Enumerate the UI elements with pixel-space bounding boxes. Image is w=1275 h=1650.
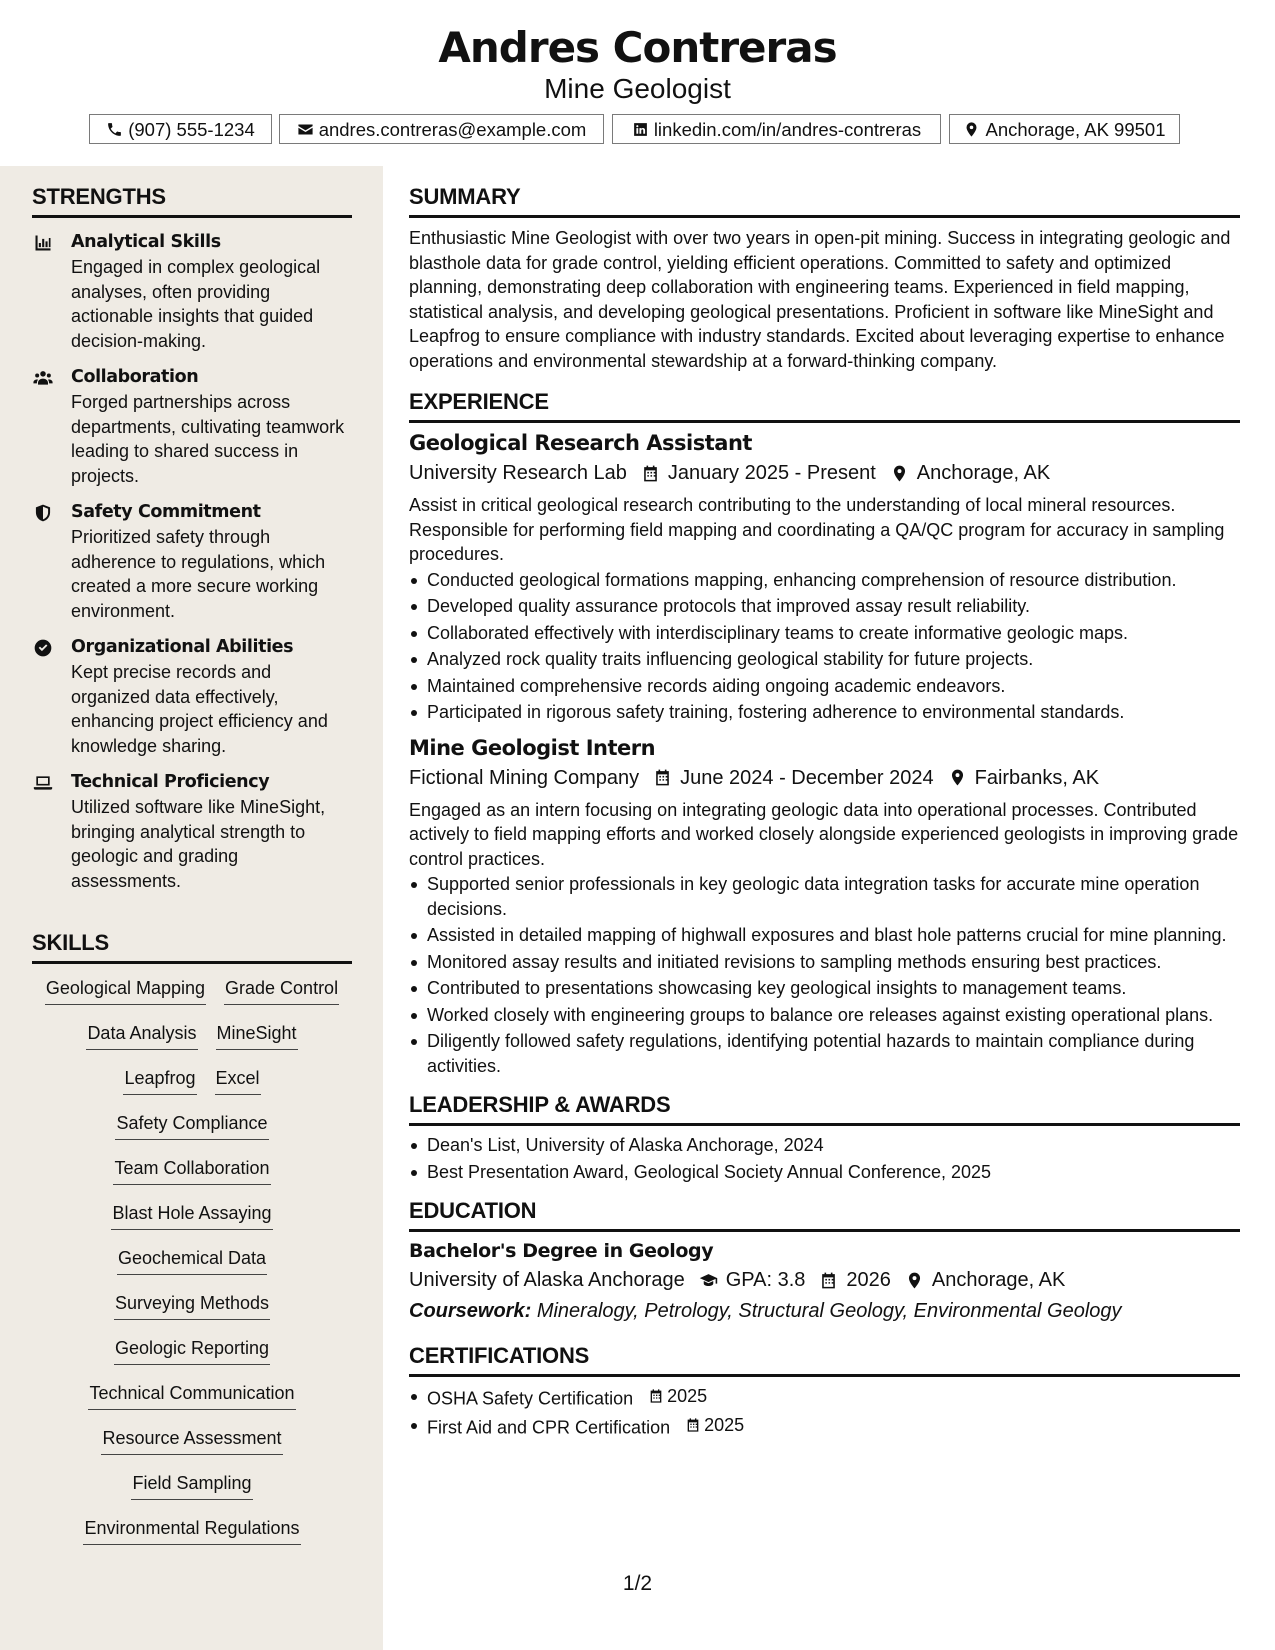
certifications-heading: CERTIFICATIONS — [409, 1343, 1240, 1377]
envelope-icon — [297, 121, 314, 138]
coursework-list: Mineralogy, Petrology, Structural Geology, Environmental Geology — [536, 1300, 1122, 1322]
skill-tag: Safety Compliance — [115, 1110, 268, 1140]
skill-tag: Environmental Regulations — [83, 1515, 300, 1545]
contact-linkedin[interactable] — [612, 114, 941, 144]
bar-chart-icon — [33, 233, 53, 253]
skills-list — [32, 975, 352, 1560]
strength-desc: Forged partnerships across departments, cultivating teamwork leading to shared success in projects. — [71, 392, 345, 486]
degree-title: Bachelor's Degree in Geology — [409, 1240, 714, 1262]
job-title: Geological Research Assistant — [409, 431, 752, 455]
awards-heading: LEADERSHIP & AWARDS — [409, 1092, 1240, 1126]
job-bullet: Participated in rigorous safety training, fostering adherence to environmental standards. — [409, 700, 1240, 725]
job-bullet: Monitored assay results and initiated revisions to sampling methods ensuring best practices. — [409, 950, 1240, 975]
strength-desc: Utilized software like MineSight, bringing analytical strength to geologic and grading assessments. — [71, 797, 326, 891]
skill-tag: Data Analysis — [86, 1020, 197, 1050]
contact-location-text: Anchorage, AK 99501 — [985, 118, 1166, 140]
contact-linkedin-text: linkedin.com/in/andres-contreras — [653, 118, 922, 140]
shield-icon — [33, 503, 53, 523]
skill-tag: Field Sampling — [131, 1470, 252, 1500]
job-dates: June 2024 - December 2024 — [680, 766, 934, 789]
map-pin-icon — [890, 464, 909, 483]
summary-text: Enthusiastic Mine Geologist with over two years in open-pit mining. Success in integrating geologic and blasthole data for grade control, yielding efficient operations. Committed to safety and optimized planning, demonstrating deep collaboration with engineering teams. Experienced in field mapping, statistical analysis, and developing geological presentations. Proficient in software like MineSight and Leapfrog to ensure compliance with industry standards. Excited about leveraging expertise to enhance operations and environmental stewardship at a forward-thinking company. — [409, 228, 1231, 371]
certification-year: 2025 — [704, 1414, 745, 1435]
contact-email[interactable] — [279, 114, 604, 144]
map-pin-icon — [948, 768, 967, 787]
main-column — [409, 166, 1240, 1442]
award-item: Best Presentation Award, Geological Society Annual Conference, 2025 — [409, 1160, 1240, 1185]
certifications-section — [409, 1343, 1240, 1440]
job-entry — [409, 734, 1240, 1079]
education-section — [409, 1198, 1240, 1324]
contact-location — [949, 114, 1180, 144]
candidate-name: Andres Contreras — [438, 23, 837, 72]
calendar-icon — [641, 464, 660, 483]
job-meta — [409, 460, 1240, 486]
graduation-year: 2026 — [846, 1269, 891, 1291]
strength-desc: Kept precise records and organized data effectively, enhancing project efficiency and knowledge sharing. — [71, 662, 328, 756]
coursework-label: Coursework: — [409, 1300, 532, 1322]
certification-item — [409, 1413, 1240, 1440]
job-location: Fairbanks, AK — [974, 766, 1100, 789]
job-bullet: Supported senior professionals in key geologic data integration tasks for accurate mine operation decisions. — [409, 872, 1240, 921]
school-name: University of Alaska Anchorage — [409, 1269, 685, 1291]
contact-phone-text: (907) 555-1234 — [128, 118, 255, 140]
strength-title: Technical Proficiency — [71, 772, 270, 792]
skill-tag: Leapfrog — [123, 1065, 196, 1095]
certifications-list — [409, 1384, 1240, 1440]
job-bullet: Assisted in detailed mapping of highwall exposures and blast hole patterns crucial for mine planning. — [409, 923, 1240, 948]
school-location: Anchorage, AK — [931, 1269, 1066, 1291]
contact-email-text: andres.contreras@example.com — [318, 118, 587, 140]
skills-section — [32, 930, 352, 1560]
job-bullet: Maintained comprehensive records aiding ongoing academic endeavors. — [409, 674, 1240, 699]
skill-tag: Surveying Methods — [114, 1290, 270, 1320]
skill-tag: Geologic Reporting — [114, 1335, 270, 1365]
skill-tag: Technical Communication — [88, 1380, 295, 1410]
contact-phone[interactable] — [89, 114, 272, 144]
job-bullet: Conducted geological formations mapping, enhancing comprehension of resource distribution. — [409, 568, 1240, 593]
strength-item — [32, 230, 352, 353]
summary-section — [409, 166, 1240, 373]
job-meta — [409, 765, 1240, 791]
experience-section — [409, 389, 1240, 1078]
sidebar — [0, 166, 383, 1650]
job-description: Engaged as an intern focusing on integrating geologic data into operational processes. Contributed actively to field mapping efforts and worked closely alongside experienced geologists in improving grade control practices. — [409, 799, 1239, 869]
job-bullet: Collaborated effectively with interdisciplinary teams to create informative geologic maps. — [409, 621, 1240, 646]
skill-tag: Resource Assessment — [101, 1425, 282, 1455]
skill-tag: Team Collaboration — [113, 1155, 270, 1185]
skill-tag: Excel — [215, 1065, 261, 1095]
experience-heading: EXPERIENCE — [409, 389, 1240, 423]
strength-item — [32, 770, 352, 893]
strength-title: Collaboration — [71, 367, 199, 387]
users-icon — [33, 368, 53, 388]
linkedin-icon — [632, 121, 649, 138]
calendar-icon — [653, 768, 672, 787]
job-dates: January 2025 - Present — [667, 462, 876, 484]
job-company: Fictional Mining Company — [409, 766, 640, 789]
calendar-icon — [648, 1388, 664, 1404]
gpa: GPA: 3.8 — [725, 1269, 806, 1291]
check-circle-icon — [33, 638, 53, 658]
strength-item — [32, 365, 352, 488]
skill-tag: Grade Control — [224, 975, 339, 1005]
job-location: Anchorage, AK — [916, 462, 1051, 484]
contact-bar — [0, 114, 1275, 144]
calendar-icon — [819, 1271, 838, 1290]
job-bullet: Diligently followed safety regulations, identifying potential hazards to maintain compliance during activities. — [409, 1029, 1240, 1078]
skill-tag: Blast Hole Assaying — [111, 1200, 272, 1230]
job-bullet: Contributed to presentations showcasing key geological insights to management teams. — [409, 976, 1240, 1001]
strength-title: Safety Commitment — [71, 502, 261, 522]
awards-list — [409, 1133, 1240, 1184]
certification-name: First Aid and CPR Certification — [427, 1417, 671, 1437]
job-bullet: Worked closely with engineering groups to balance ore releases against existing operational plans. — [409, 1003, 1240, 1028]
award-item: Dean's List, University of Alaska Anchorage, 2024 — [409, 1133, 1240, 1158]
map-pin-icon — [905, 1271, 924, 1290]
strength-desc: Engaged in complex geological analyses, often providing actionable insights that guided decision-making. — [71, 257, 321, 351]
certification-year: 2025 — [667, 1386, 708, 1406]
job-entry — [409, 429, 1240, 725]
calendar-icon — [685, 1417, 701, 1433]
education-heading: EDUCATION — [409, 1198, 1240, 1232]
strength-title: Organizational Abilities — [71, 637, 294, 657]
job-bullets — [409, 872, 1240, 1078]
strengths-heading: STRENGTHS — [32, 184, 352, 218]
page-number: 1/2 — [622, 1572, 653, 1595]
phone-icon — [106, 121, 123, 138]
job-title: Mine Geologist Intern — [409, 735, 656, 760]
strength-title: Analytical Skills — [71, 232, 221, 252]
job-bullet: Analyzed rock quality traits influencing geological stability for future projects. — [409, 647, 1240, 672]
certification-item — [409, 1384, 1240, 1411]
job-company: University Research Lab — [409, 462, 627, 484]
map-pin-icon — [963, 121, 980, 138]
graduation-cap-icon — [699, 1271, 718, 1290]
strengths-section — [32, 184, 352, 893]
resume-header — [0, 0, 1275, 166]
candidate-role: Mine Geologist — [544, 73, 731, 104]
strength-desc: Prioritized safety through adherence to regulations, which created a more secure working environment. — [71, 527, 326, 621]
laptop-icon — [33, 773, 53, 793]
skill-tag: Geochemical Data — [117, 1245, 267, 1275]
strength-item — [32, 635, 352, 758]
summary-heading: SUMMARY — [409, 184, 1240, 218]
job-bullets — [409, 568, 1240, 725]
skill-tag: MineSight — [216, 1020, 298, 1050]
job-bullet: Developed quality assurance protocols that improved assay result reliability. — [409, 594, 1240, 619]
certification-name: OSHA Safety Certification — [427, 1388, 634, 1409]
skill-tag: Geological Mapping — [45, 975, 206, 1005]
job-description: Assist in critical geological research contributing to the understanding of local mineral resources. Responsible for performing field mapping and coordinating a QA/QC program for accuracy in sampling procedures. — [409, 495, 1225, 564]
education-meta — [409, 1267, 1240, 1293]
coursework — [409, 1298, 1240, 1324]
skills-heading: SKILLS — [32, 930, 352, 964]
awards-section — [409, 1092, 1240, 1184]
strength-item — [32, 500, 352, 623]
